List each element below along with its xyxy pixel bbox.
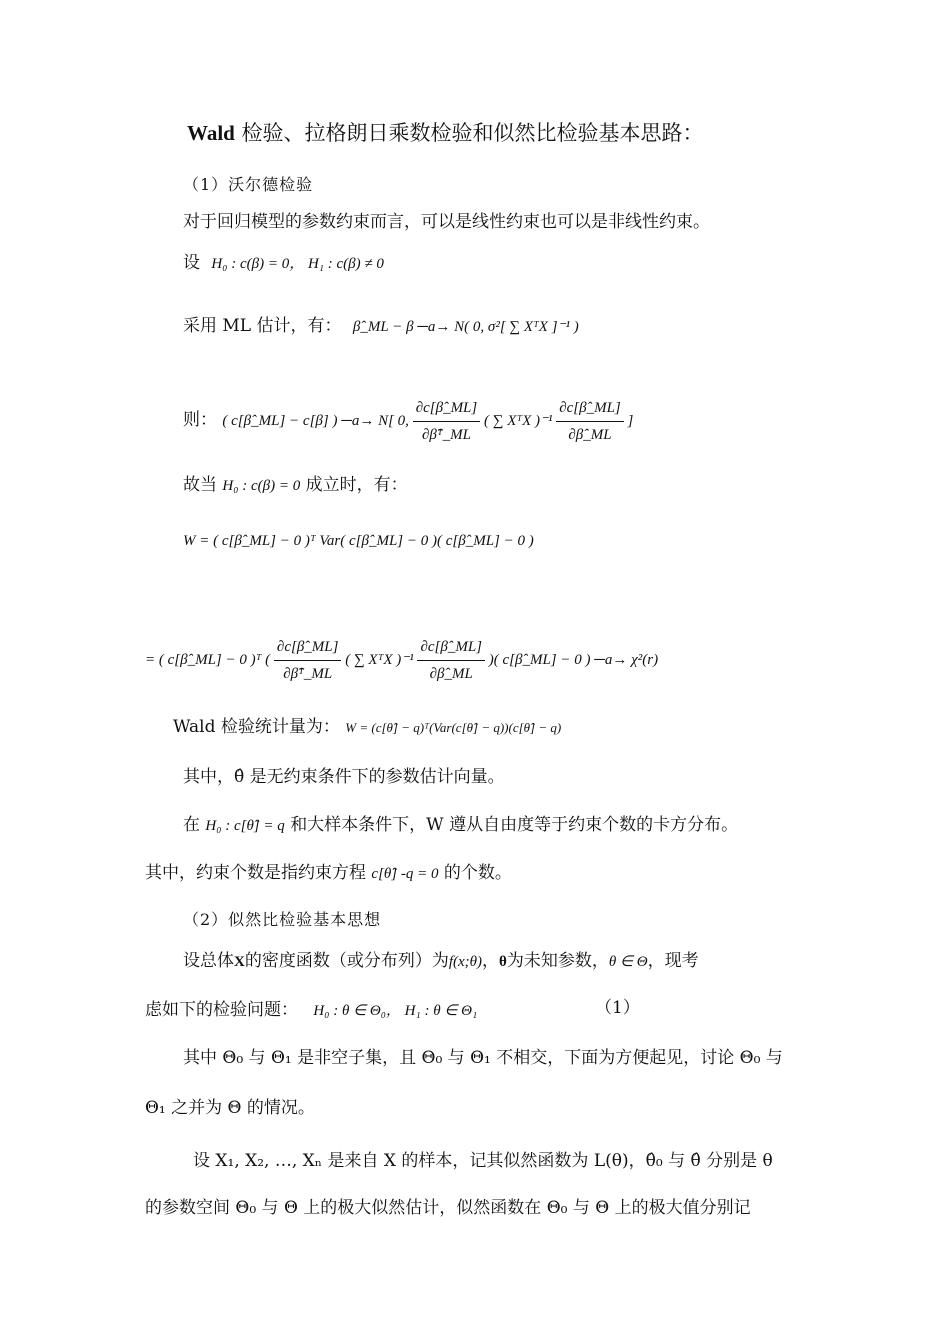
section2-heading: （2）似然比检验基本思想 [183, 910, 382, 929]
wald-long-equation [145, 634, 658, 687]
w2-frac2-num: ∂c[β̂_ML] [417, 634, 485, 661]
section2-p6: 的参数空间 Θ₀ 与 Θ 上的极大似然估计，似然函数在 Θ₀ 与 Θ 上的极大值分别记 [145, 1198, 751, 1218]
stat-line [173, 716, 561, 739]
stat-equation: W = (c[θ̂] − q)ᵀ(Var(c[θ̂] − q))(c[θ̂] − q) [345, 720, 562, 735]
hold-prefix: 故当 [183, 475, 217, 495]
w2-fraction-2 [417, 634, 485, 687]
w2-right: )( c[β̂_ML] − 0 ) ─a→ χ²(r) [488, 651, 659, 668]
wald-w-equation: W = ( c[β̂_ML] − 0 )ᵀ Var( c[β̂_ML] − 0 )( c[β̂_ML] − 0 ) [183, 533, 534, 549]
condition-line [183, 814, 738, 837]
then-fraction-2 [556, 395, 624, 448]
p1-c: ， [482, 951, 500, 971]
title-bold: Wald [187, 121, 235, 145]
w2-left: = ( c[β̂_ML] − 0 )ᵀ ( [145, 651, 274, 668]
w2-fraction-1 [274, 634, 342, 687]
w2-frac2-den: ∂β̂_ML [429, 666, 473, 682]
then-eq-mid: ( ∑ XᵀX )⁻¹ [484, 412, 557, 429]
count-suffix: 的个数。 [443, 863, 512, 883]
p2-equation: H₀ : θ ∈ Θ₀， H₁ : θ ∈ Θ₁ [313, 1003, 478, 1019]
then-frac2-num: ∂c[β̂_ML] [556, 395, 624, 422]
then-fraction-1 [413, 395, 481, 448]
w2-frac1-num: ∂c[β̂_ML] [274, 634, 342, 661]
p1-a: 设总体 [183, 951, 234, 971]
hold-line [183, 474, 408, 497]
count-line [145, 862, 512, 885]
p1-e: ，现考 [647, 951, 699, 971]
section2-p3: 其中 Θ₀ 与 Θ₁ 是非空子集，且 Θ₀ 与 Θ₁ 不相交，下面为方便起见，讨论 Θ₀ 与 [183, 1048, 783, 1068]
p2-a: 虑如下的检验问题： [145, 1000, 298, 1020]
hypothesis-equation: H₀ : c(β) = 0， H₁ : c(β) ≠ 0 [211, 256, 384, 272]
cond-suffix: 和大样本条件下，W 遵从自由度等于约束个数的卡方分布。 [290, 815, 739, 835]
title-rest: 检验、拉格朗日乘数检验和似然比检验基本思路： [234, 121, 704, 145]
page-title [187, 122, 704, 144]
cond-prefix: 在 [183, 815, 200, 835]
section2-p4: Θ₁ 之并为 Θ 的情况。 [145, 1098, 315, 1118]
hold-equation: H₀ : c(β) = 0 [222, 478, 301, 494]
then-frac2-den: ∂β̂_ML [568, 427, 612, 443]
then-equation [222, 400, 634, 443]
section2-p1 [183, 950, 699, 973]
p1-d: 为未知参数， [506, 951, 609, 971]
hold-suffix: 成立时，有： [305, 475, 408, 495]
hypothesis-line [183, 252, 384, 275]
p1-in: θ ∈ Θ [608, 954, 648, 970]
then-eq-right: ] [627, 412, 634, 429]
count-prefix: 其中，约束个数是指约束方程 [145, 863, 366, 883]
then-prefix: 则： [183, 409, 217, 430]
ml-equation: β̂_ML − β ─a→ N( 0, σ²[ ∑ XᵀX ]⁻¹ ) [352, 319, 579, 335]
stat-prefix: Wald 检验统计量为： [173, 717, 340, 737]
section2-p5: 设 X₁, X₂, …, Xₙ 是来自 X 的样本，记其似然函数为 L(θ)，θ̂₀ 与 θ̂ 分别是 θ [193, 1151, 773, 1171]
then-line [183, 395, 633, 448]
section1-intro: 对于回归模型的参数约束而言，可以是线性约束也可以是非线性约束。 [183, 212, 710, 232]
count-equation: c[θ̂] -q = 0 [371, 866, 439, 882]
section2-p2 [145, 999, 477, 1022]
cond-equation: H₀ : c[θ̂] = q [205, 818, 285, 834]
section1-heading: （1）沃尔德检验 [183, 175, 314, 194]
hyp-prefix: 设 [183, 253, 200, 273]
then-frac1-den: ∂β̂ᵀ_ML [421, 427, 471, 443]
p2-number: （1） [595, 998, 640, 1018]
p1-theta: θ [499, 954, 507, 970]
ml-prefix: 采用 ML 估计，有： [183, 316, 342, 336]
p1-f: f(x;θ) [448, 954, 483, 970]
then-frac1-num: ∂c[β̂_ML] [413, 395, 481, 422]
where-line: 其中，θ̂ 是无约束条件下的参数估计向量。 [183, 767, 505, 787]
then-eq-left: ( c[β̂_ML] − c[β] ) ─a→ N[ 0, [222, 412, 413, 429]
p1-X: X [234, 954, 245, 970]
w2-frac1-den: ∂β̂ᵀ_ML [283, 666, 333, 682]
ml-line [183, 315, 579, 338]
p1-b: 的密度函数（或分布列）为 [244, 951, 449, 971]
w2-mid: ( ∑ XᵀX )⁻¹ [345, 651, 418, 668]
